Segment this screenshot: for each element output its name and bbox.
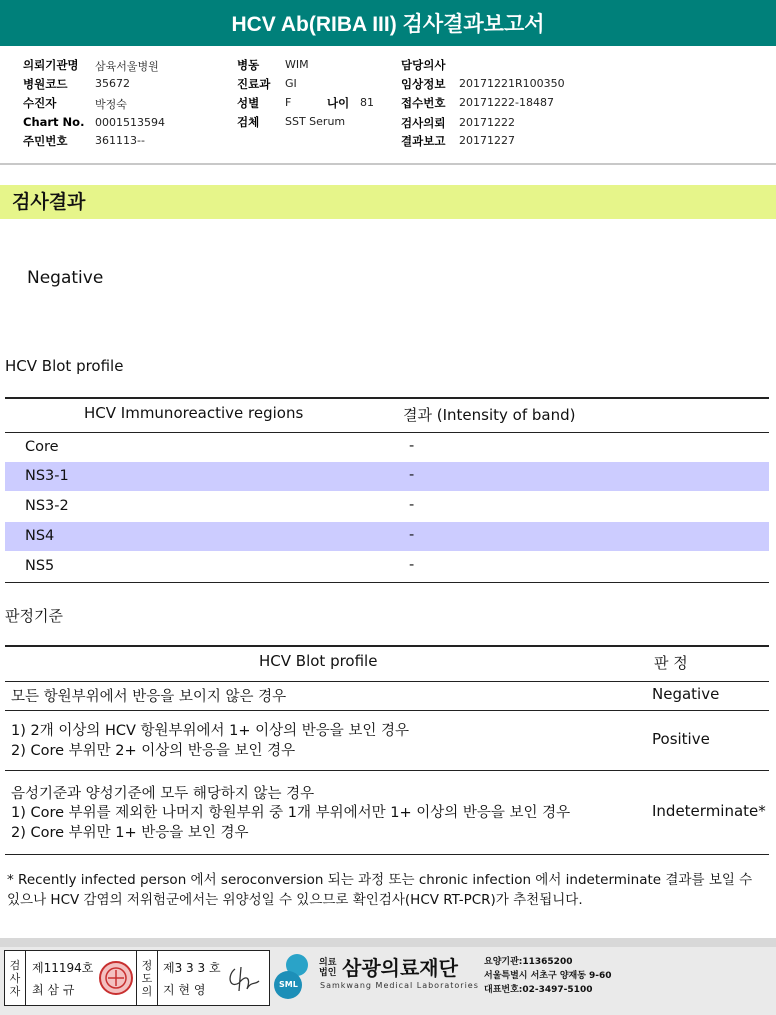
region-cell: NS5 xyxy=(25,558,55,574)
result-cell: - xyxy=(409,467,415,483)
info-label: 결과보고 xyxy=(401,134,446,148)
region-cell: NS3-1 xyxy=(25,468,69,484)
info-label: 접수번호 xyxy=(401,96,446,110)
info-value: F xyxy=(285,96,292,109)
info-label: 임상정보 xyxy=(401,77,446,91)
info-value: 20171222-18487 xyxy=(459,96,554,109)
table-row xyxy=(5,522,769,551)
age-value: 81 xyxy=(360,96,374,109)
blot-header-result: 결과 (Intensity of band) xyxy=(403,406,576,424)
confirm-license: 제3 3 3 호 xyxy=(163,961,221,975)
criteria-line: 음성기준과 양성기준에 모두 해당하지 않는 경우 xyxy=(11,786,315,802)
info-label: 담당의사 xyxy=(401,58,446,72)
blot-profile-title: HCV Blot profile xyxy=(5,357,124,375)
corp-prefix: 의료 법인 xyxy=(319,958,337,978)
org-line: 요양기관:11365200 xyxy=(484,957,573,967)
info-value: 20171222 xyxy=(459,116,515,129)
criteria-line: 1) 2개 이상의 HCV 항원부위에서 1+ 이상의 반응을 보인 경우 xyxy=(11,723,410,739)
tester-label: 검 사 자 xyxy=(5,951,26,1005)
tester-name: 최 삼 규 xyxy=(32,983,75,997)
table-border xyxy=(5,681,769,682)
region-cell: NS4 xyxy=(25,528,55,544)
signature-box xyxy=(4,950,270,1006)
test-result: Negative xyxy=(27,268,104,288)
confirm-name: 지 현 영 xyxy=(163,983,206,997)
result-cell: - xyxy=(409,497,415,513)
header-divider xyxy=(0,163,776,165)
criteria-line: 모든 항원부위에서 반응을 보이지 않은 경우 xyxy=(11,689,287,705)
org-line: 대표번호:02-3497-5100 xyxy=(484,985,593,995)
info-label: 검체 xyxy=(237,115,260,129)
org-name: 삼광의료재단 xyxy=(342,956,458,980)
info-value: 박정숙 xyxy=(95,98,127,111)
org-english-name: Samkwang Medical Laboratories xyxy=(320,981,479,990)
info-label: 병동 xyxy=(237,58,260,72)
info-value: SST Serum xyxy=(285,115,346,128)
criteria-header-judgment: 판 정 xyxy=(654,654,688,672)
table-row xyxy=(5,433,769,462)
table-border xyxy=(5,770,769,771)
seal-stamp-icon xyxy=(98,960,134,996)
info-value: 35672 xyxy=(95,77,130,90)
info-label: 진료과 xyxy=(237,77,271,91)
info-label: 검사의뢰 xyxy=(401,116,446,130)
info-value: 0001513594 xyxy=(95,116,165,129)
info-label: 수진자 xyxy=(23,96,57,110)
info-value: 20171221R100350 xyxy=(459,77,565,90)
table-row xyxy=(5,462,769,491)
tester-license: 제11194호 xyxy=(32,961,94,975)
result-cell: - xyxy=(409,557,415,573)
criteria-line: 1) Core 부위를 제외한 나머지 항원부위 중 1개 부위에서만 1+ 이상의 반응을 보인 경우 xyxy=(11,805,571,821)
sml-logo-text: SML xyxy=(279,980,298,989)
criteria-line: 2) Core 부위만 1+ 반응을 보인 경우 xyxy=(11,825,249,841)
confirm-label: 정 도 의 xyxy=(136,951,158,1005)
table-border xyxy=(5,582,769,583)
criteria-title: 판정기준 xyxy=(5,607,63,625)
info-label: 의뢰기관명 xyxy=(23,58,79,72)
org-line: 서울특별시 서초구 양재동 9-60 xyxy=(484,971,612,981)
blot-header-region: HCV Immunoreactive regions xyxy=(84,404,304,422)
signature-icon xyxy=(225,961,263,995)
criteria-header-profile: HCV Blot profile xyxy=(259,652,378,670)
region-cell: Core xyxy=(25,439,59,455)
info-value: 20171227 xyxy=(459,134,515,147)
info-value: WIM xyxy=(285,58,309,71)
info-label: 성별 xyxy=(237,96,260,110)
criteria-line: 2) Core 부위만 2+ 이상의 반응을 보인 경우 xyxy=(11,743,296,759)
table-row xyxy=(5,492,769,521)
region-cell: NS3-2 xyxy=(25,498,69,514)
sml-logo-icon xyxy=(272,952,316,1000)
info-value: 삼육서울병원 xyxy=(95,60,159,73)
footnote: * Recently infected person 에서 seroconversion 되는 과정 또는 chronic infection 에서 indeterminate 결과를 보일 수 있으나 HCV 감염의 저위험군에서는 위양성일 수 있으므로 확인검사(HCV RT-PCR)가 추천됩니다. xyxy=(7,872,753,908)
table-row xyxy=(5,552,769,581)
age-label: 나이 xyxy=(327,96,350,110)
criteria-judgment: Indeterminate* xyxy=(652,802,766,820)
result-cell: - xyxy=(409,438,415,454)
info-value: 361113-- xyxy=(95,134,145,147)
table-border xyxy=(5,710,769,711)
info-label: Chart No. xyxy=(23,115,85,129)
table-border xyxy=(5,397,769,399)
report-title: HCV Ab(RIBA III) 검사결과보고서 xyxy=(0,0,776,46)
info-label: 주민번호 xyxy=(23,134,68,148)
info-label: 병원코드 xyxy=(23,77,68,91)
table-border xyxy=(5,854,769,855)
info-value: GI xyxy=(285,77,297,90)
footer-band xyxy=(0,938,776,947)
criteria-judgment: Negative xyxy=(652,685,720,703)
result-cell: - xyxy=(409,527,415,543)
section-title: 검사결과 xyxy=(0,185,776,219)
criteria-judgment: Positive xyxy=(652,730,710,748)
table-border xyxy=(5,645,769,647)
